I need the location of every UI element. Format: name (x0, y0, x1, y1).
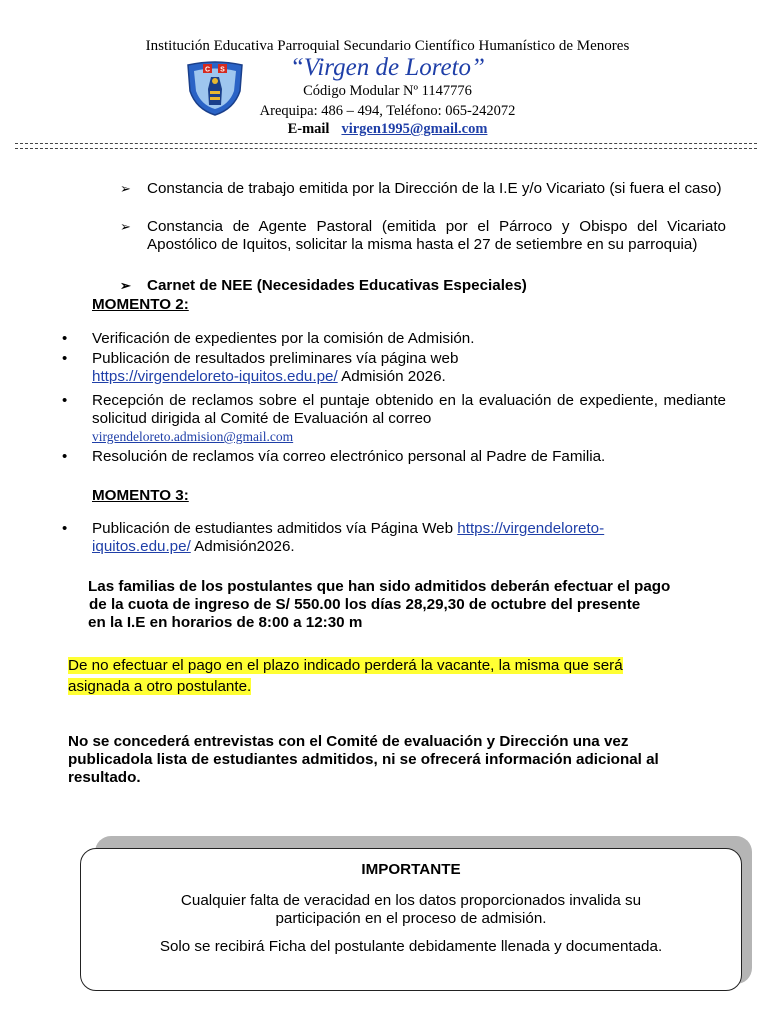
bullet-icon: • (62, 330, 68, 347)
website-link-cont[interactable]: iquitos.edu.pe/ (92, 538, 191, 555)
publish-suffix: Admisión2026. (190, 538, 295, 555)
moment-2-title: MOMENTO 2: (92, 296, 189, 313)
list-item (62, 520, 726, 556)
payment-line: en la I.E en horarios de 8:00 a 12:30 m (88, 614, 363, 631)
list-item-text (92, 520, 726, 556)
school-logo (184, 61, 246, 117)
address: Arequipa: 486 – 494, Teléfono: 065-242072 (259, 103, 516, 119)
payment-line: de la cuota de ingreso de S/ 550.00 los días 28,29,30 de octubre del presente (89, 596, 641, 613)
arrow-bullet-icon: ➢ (120, 181, 131, 196)
important-line: participación en el proceso de admisión. (275, 910, 547, 927)
warning-notice (68, 657, 728, 696)
important-title: IMPORTANTE (361, 861, 461, 878)
interview-line: No se concederá entrevistas con el Comité de evaluación y Dirección una vez (68, 733, 629, 750)
website-link[interactable]: https://virgendeloreto-iquitos.edu.pe/ (92, 368, 338, 385)
arrow-bullet-icon: ➢ (120, 278, 131, 293)
moment-3-title: MOMENTO 3: (92, 487, 189, 504)
interview-line: resultado. (68, 769, 141, 786)
website-link[interactable]: https://virgendeloreto- (457, 520, 605, 537)
list-item (62, 392, 726, 446)
modular-code: Código Modular Nº 1147776 (303, 83, 472, 99)
interview-notice (68, 733, 738, 787)
requirement-text: Constancia de Agente Pastoral (emitida por el Párroco y Obispo del Vicariato Apostólico de Iquitos, solicitar la misma hasta el 27 de setiembre en su parroquia) (147, 218, 726, 253)
payment-notice (88, 578, 748, 632)
warning-line: asignada a otro postulante. (68, 678, 252, 695)
email-label: E-mail (287, 121, 330, 137)
arrow-bullet-icon: ➢ (120, 219, 131, 234)
list-item-text (92, 392, 726, 446)
email-link[interactable]: virgen1995@gmail.com (341, 121, 488, 137)
email-line (0, 121, 775, 138)
publish-text: Publicación de resultados preliminares vía página web (92, 350, 459, 367)
list-item-text: Verificación de expedientes por la comisión de Admisión. (92, 330, 475, 347)
important-line: Cualquier falta de veracidad en los datos proporcionados invalida su (180, 892, 642, 909)
publish-suffix: Admisión 2026. (337, 368, 446, 385)
important-box (80, 848, 742, 991)
publish-text: Publicación de estudiantes admitidos vía Página Web (92, 520, 458, 537)
list-item (62, 330, 726, 348)
header-divider (15, 143, 757, 149)
list-item-text: Resolución de reclamos vía correo electrónico personal al Padre de Familia. (92, 448, 606, 465)
requirement-item (120, 180, 726, 216)
svg-text:S: S (220, 66, 225, 74)
claims-text: Recepción de reclamos sobre el puntaje obtenido en la evaluación de expediente, mediante solicitud dirigida al Comité de Evaluación al correo (92, 392, 726, 427)
admission-email-link[interactable]: virgendeloreto.admision@gmail.com (92, 429, 294, 444)
important-line: Solo se recibirá Ficha del postulante debidamente llenada y documentada. (159, 938, 663, 955)
list-item (62, 448, 726, 466)
requirement-item (120, 218, 726, 272)
list-item-text (92, 350, 726, 386)
requirement-text: Constancia de trabajo emitida por la Dirección de la I.E y/o Vicariato (si fuera el caso) (147, 180, 722, 197)
requirement-text: Carnet de NEE (Necesidades Educativas Especiales) (147, 277, 527, 294)
list-item (62, 350, 726, 386)
bullet-icon: • (62, 392, 68, 409)
svg-text:C: C (204, 66, 211, 74)
school-name: “Virgen de Loreto” (290, 54, 485, 81)
interview-line: publicadola lista de estudiantes admitidos, ni se ofrecerá información adicional al (68, 751, 659, 768)
institution-name: Institución Educativa Parroquial Secundario Científico Humanístico de Menores (145, 38, 630, 54)
bullet-icon: • (62, 350, 68, 367)
warning-line: De no efectuar el pago en el plazo indicado perderá la vacante, la misma que será (68, 657, 623, 674)
requirement-item (120, 277, 726, 295)
bullet-icon: • (62, 520, 68, 537)
payment-line: Las familias de los postulantes que han sido admitidos deberán efectuar el pago (88, 578, 671, 595)
bullet-icon: • (62, 448, 68, 465)
